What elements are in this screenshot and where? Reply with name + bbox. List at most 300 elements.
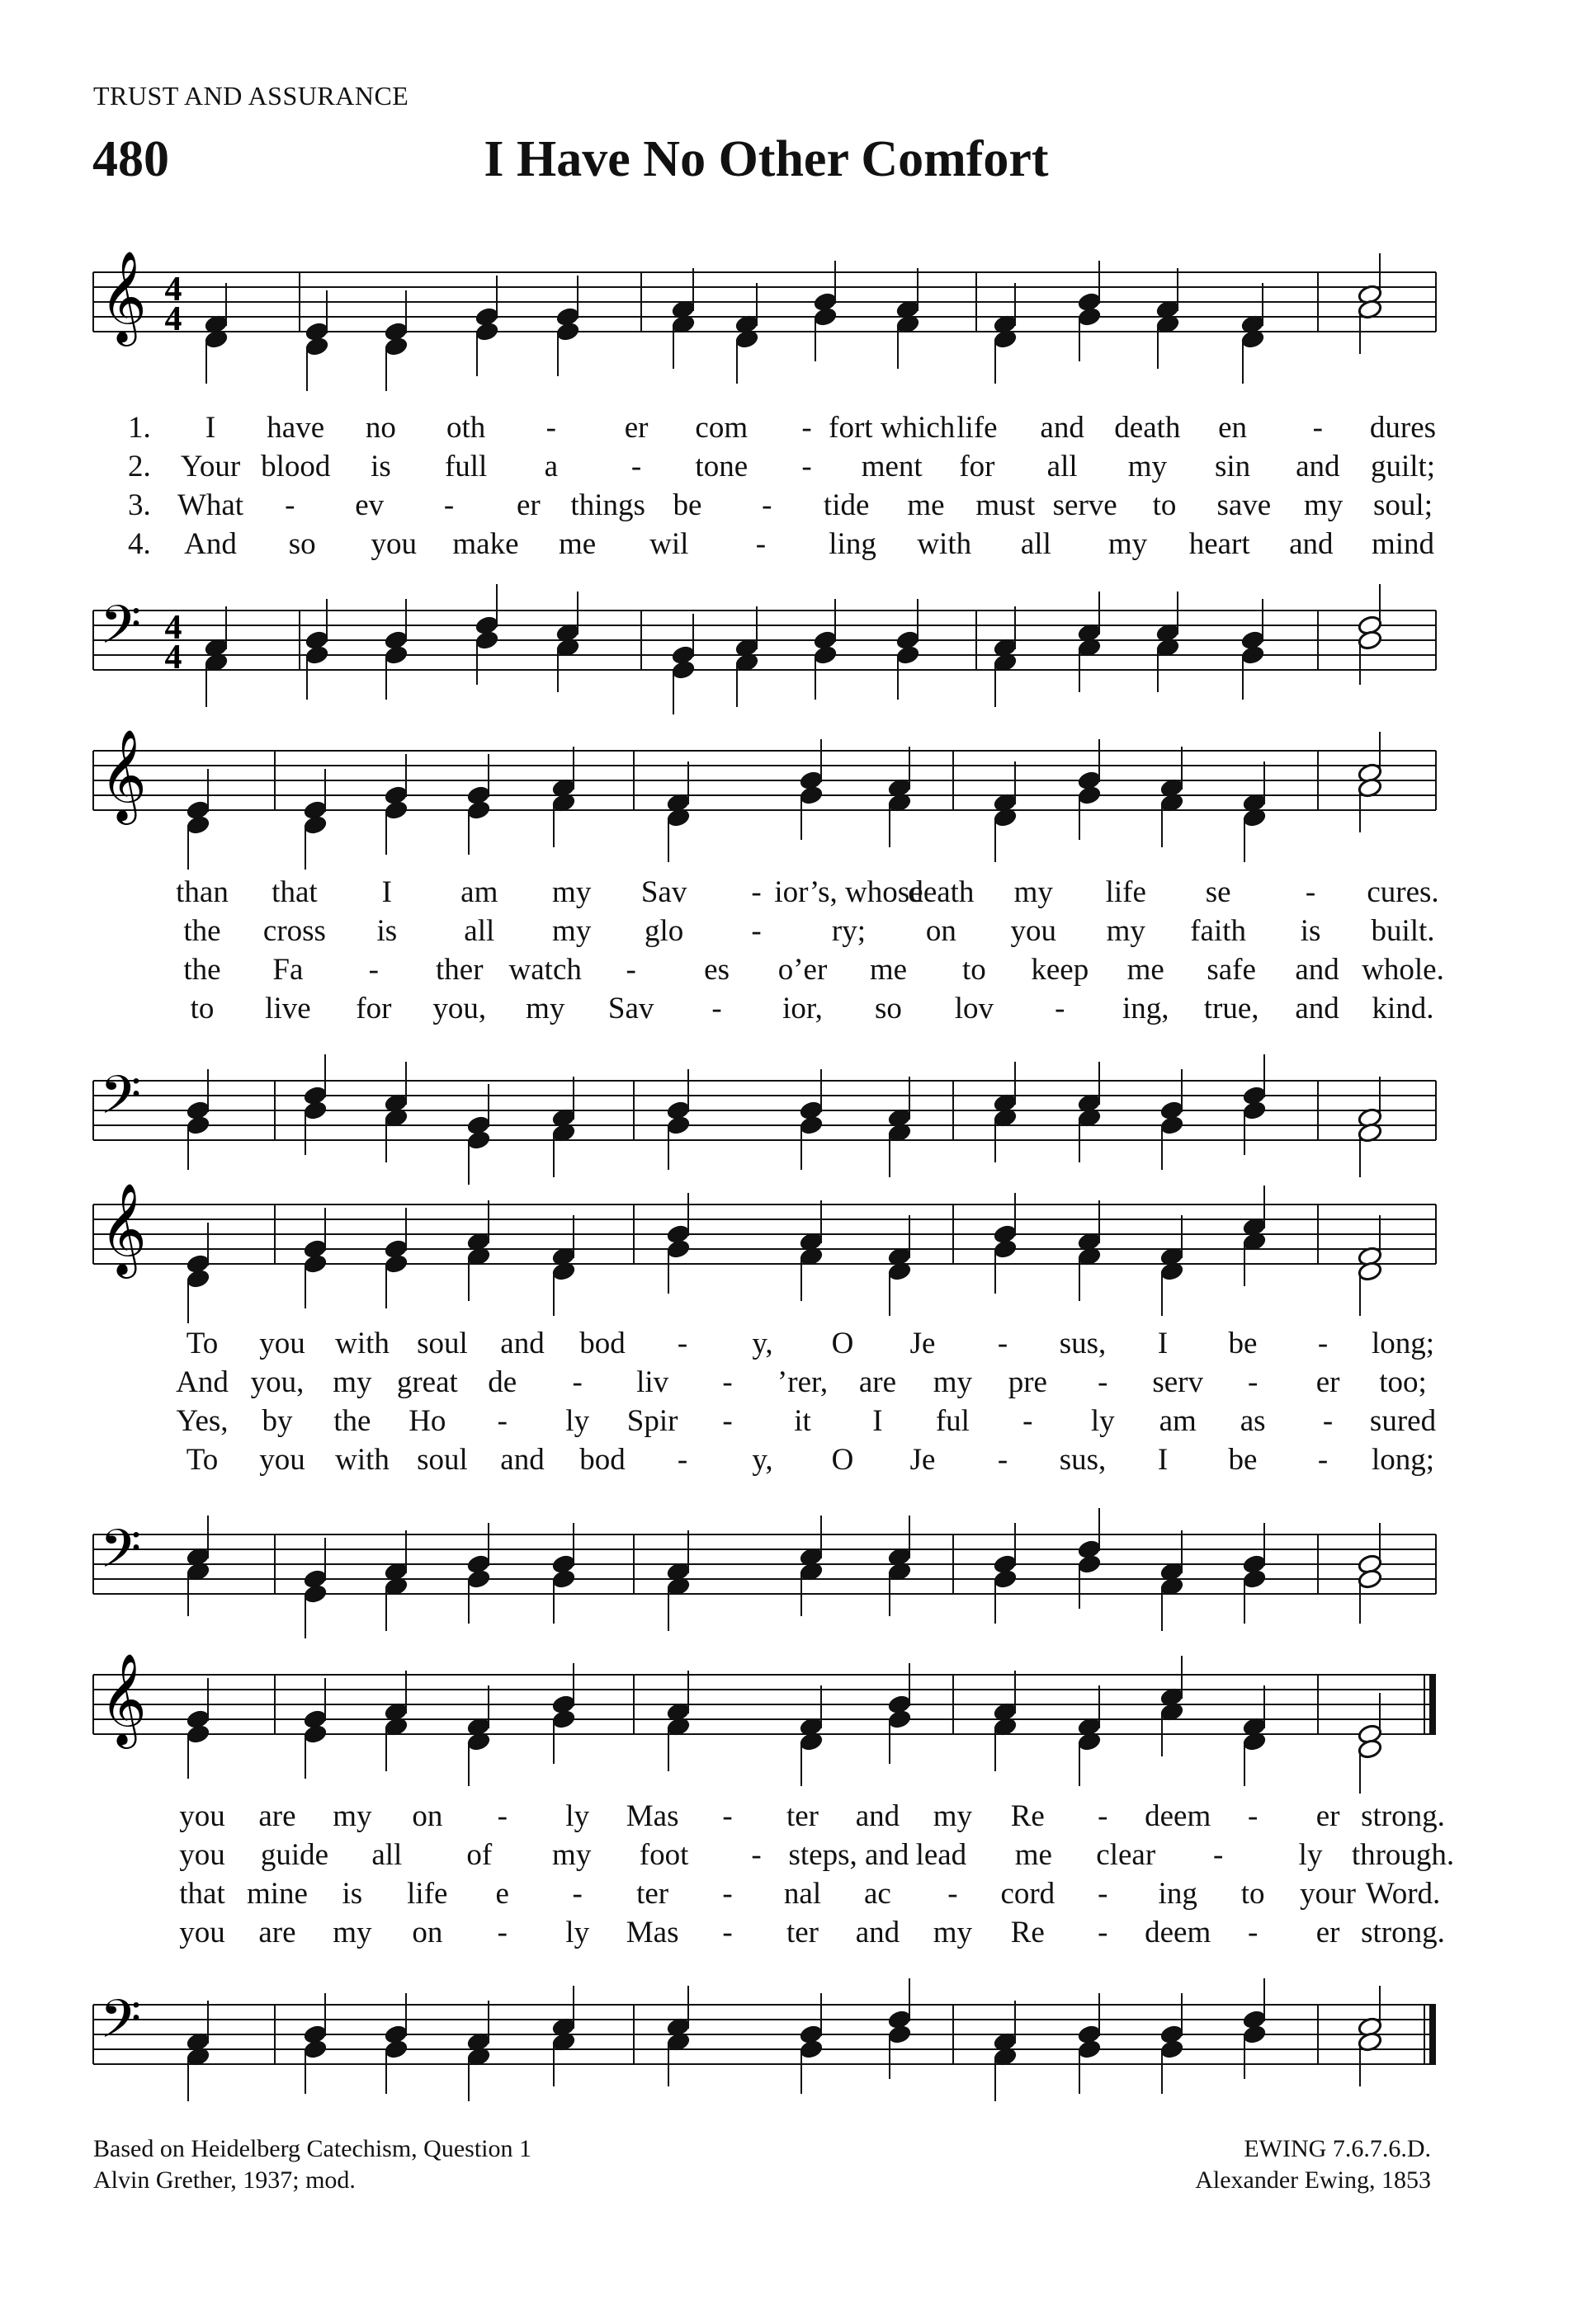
- bass-notehead: [1242, 2024, 1268, 2045]
- lyric-syllable: ior’s, whose: [774, 875, 923, 909]
- lyric-syllable: ior,: [782, 992, 823, 1025]
- lyric-syllable: on: [925, 914, 956, 948]
- lyric-syllable: all: [1046, 450, 1078, 483]
- treble-clef-icon: 𝄞: [100, 1652, 147, 1745]
- lyric-syllable: clear: [1096, 1838, 1156, 1872]
- lyric-syllable: -: [1305, 875, 1316, 909]
- lyric-syllable: is: [376, 914, 398, 948]
- bass-notehead: [1358, 1568, 1383, 1590]
- lyric-syllable: true,: [1203, 992, 1259, 1025]
- lyric-syllable: all: [464, 914, 495, 948]
- lyric-syllable: ing: [1158, 1877, 1197, 1911]
- lyric-syllable: 4.: [128, 527, 151, 561]
- lyric-syllable: -: [722, 1799, 733, 1833]
- lyric-syllable: am: [1159, 1404, 1197, 1438]
- lyric-syllable: Spir: [626, 1404, 678, 1438]
- lyric-syllable: Ho: [408, 1404, 446, 1438]
- treble-notehead: [303, 814, 328, 836]
- lyric-syllable: keep: [1031, 953, 1089, 987]
- treble-notehead: [1358, 1738, 1383, 1760]
- lyric-syllable: strong.: [1361, 1799, 1445, 1833]
- bass-clef-icon: 𝄢: [100, 595, 142, 669]
- treble-notehead: [186, 814, 211, 836]
- lyric-syllable: my: [552, 875, 592, 909]
- lyric-syllable: ly: [1298, 1838, 1323, 1872]
- time-signature-top: 4: [164, 609, 182, 647]
- lyric-syllable: lead: [915, 1838, 967, 1872]
- lyric-syllable: ment: [861, 450, 923, 483]
- lyric-syllable: all: [371, 1838, 403, 1872]
- lyric-syllable: -: [1098, 1877, 1108, 1911]
- lyric-syllable: my: [1304, 488, 1344, 522]
- lyric-syllable: soul: [417, 1327, 468, 1360]
- lyric-syllable: er: [1315, 1799, 1340, 1833]
- lyric-syllable: is: [342, 1877, 363, 1911]
- lyric-syllable: ’rer,: [777, 1365, 829, 1399]
- lyric-syllable: are: [258, 1916, 296, 1949]
- lyric-syllable: Je: [909, 1443, 936, 1477]
- lyric-syllable: my: [1127, 450, 1167, 483]
- treble-notehead: [813, 306, 838, 328]
- lyric-syllable: e: [495, 1877, 509, 1911]
- lyric-syllable: ter: [786, 1799, 819, 1833]
- lyric-syllable: with: [917, 527, 972, 561]
- lyric-syllable: -: [1312, 411, 1323, 445]
- lyric-syllable: I: [1157, 1327, 1169, 1360]
- lyric-syllable: Sav: [607, 992, 654, 1025]
- hymn-number: 480: [92, 131, 169, 187]
- lyric-syllable: -: [1022, 1404, 1033, 1438]
- lyric-syllable: and: [1295, 992, 1339, 1025]
- lyric-syllable: for: [959, 450, 995, 483]
- lyric-syllable: com: [695, 411, 748, 445]
- bass-notehead: [1240, 644, 1266, 666]
- lyric-syllable: tide: [823, 488, 870, 522]
- lyric-syllable: To: [186, 1327, 219, 1360]
- lyric-syllable: by: [262, 1404, 293, 1438]
- lyric-syllable: nal: [783, 1877, 822, 1911]
- lyric-syllable: to: [1152, 488, 1177, 522]
- lyric-syllable: safe: [1207, 953, 1256, 987]
- lyric-syllable: -: [801, 450, 812, 483]
- lyric-syllable: -: [1317, 1327, 1329, 1360]
- treble-notehead: [384, 1253, 409, 1275]
- bass-notehead: [895, 644, 921, 666]
- treble-notehead: [1077, 306, 1103, 328]
- lyric-syllable: er: [624, 411, 649, 445]
- treble-notehead: [551, 1709, 577, 1730]
- lyric-syllable: heart: [1188, 527, 1250, 561]
- lyric-syllable: liv: [636, 1365, 669, 1399]
- bass-notehead: [799, 1115, 824, 1136]
- lyric-syllable: -: [677, 1327, 688, 1360]
- lyric-syllable: And: [176, 1365, 229, 1399]
- lyric-syllable: you: [259, 1443, 305, 1477]
- lyric-syllable: -: [947, 1877, 958, 1911]
- treble-notehead: [799, 785, 824, 806]
- lyric-syllable: er: [516, 488, 541, 522]
- lyric-syllable: pre: [1008, 1365, 1047, 1399]
- lyric-syllable: and: [1289, 527, 1334, 561]
- lyric-syllable: -: [572, 1365, 583, 1399]
- tune-name: EWING 7.6.7.6.D.: [1244, 2135, 1431, 2162]
- lyric-syllable: watch: [508, 953, 582, 987]
- lyric-syllable: sured: [1369, 1404, 1437, 1438]
- lyric-syllable: bod: [579, 1327, 626, 1360]
- lyric-syllable: -: [1247, 1365, 1259, 1399]
- lyric-syllable: guide: [260, 1838, 329, 1872]
- lyric-syllable: and: [855, 1916, 900, 1949]
- lyric-syllable: Mas: [626, 1916, 679, 1949]
- lyric-syllable: foot: [639, 1838, 689, 1872]
- bass-notehead: [671, 659, 697, 681]
- lyric-syllable: serv: [1152, 1365, 1204, 1399]
- lyric-syllable: me: [559, 527, 597, 561]
- lyric-syllable: my: [933, 1365, 973, 1399]
- lyric-syllable: my: [333, 1916, 372, 1949]
- lyric-syllable: steps, and: [788, 1838, 909, 1872]
- lyric-syllable: is: [371, 450, 391, 483]
- lyric-syllable: me: [1014, 1838, 1052, 1872]
- lyric-syllable: er: [1315, 1365, 1340, 1399]
- lyric-syllable: and: [1295, 953, 1339, 987]
- lyric-syllable: the: [183, 953, 221, 987]
- lyric-syllable: than: [176, 875, 229, 909]
- text-source: Based on Heidelberg Catechism, Question 1: [93, 2135, 532, 2162]
- lyric-syllable: life: [1105, 875, 1146, 909]
- lyric-syllable: and: [855, 1799, 900, 1833]
- treble-clef-icon: 𝄞: [100, 1182, 147, 1275]
- lyric-syllable: Re: [1010, 1916, 1045, 1949]
- lyric-syllable: I: [381, 875, 393, 909]
- lyric-syllable: and: [500, 1443, 545, 1477]
- lyric-syllable: of: [466, 1838, 493, 1872]
- lyric-syllable: -: [751, 914, 762, 948]
- lyric-syllable: long;: [1371, 1327, 1435, 1360]
- treble-notehead: [1077, 785, 1103, 806]
- treble-clef-icon: 𝄞: [100, 250, 147, 342]
- lyric-syllable: -: [997, 1327, 1008, 1360]
- lyric-syllable: mine: [246, 1877, 308, 1911]
- lyric-syllable: -: [626, 953, 636, 987]
- lyric-syllable: be: [1228, 1443, 1258, 1477]
- lyric-syllable: be: [1228, 1327, 1258, 1360]
- lyric-syllable: Sav: [640, 875, 687, 909]
- lyric-syllable: And: [184, 527, 237, 561]
- lyric-syllable: -: [1098, 1916, 1108, 1949]
- lyric-syllable: you: [259, 1327, 305, 1360]
- lyric-syllable: ly: [565, 1799, 590, 1833]
- treble-notehead: [466, 799, 492, 821]
- lyric-syllable: too;: [1379, 1365, 1427, 1399]
- lyric-syllable: ter: [786, 1916, 819, 1949]
- lyric-syllable: it: [794, 1404, 811, 1438]
- lyric-syllable: you: [371, 527, 418, 561]
- lyric-syllable: my: [333, 1799, 372, 1833]
- lyric-syllable: Fa: [272, 953, 304, 987]
- lyric-syllable: ac: [864, 1877, 891, 1911]
- bass-notehead: [305, 644, 330, 666]
- lyric-syllable: -: [497, 1404, 508, 1438]
- treble-notehead: [303, 1253, 328, 1275]
- lyric-syllable: long;: [1371, 1443, 1435, 1477]
- hymn-title: I Have No Other Comfort: [484, 131, 1049, 187]
- lyric-syllable: Yes,: [176, 1404, 229, 1438]
- lyric-syllable: ev: [355, 488, 385, 522]
- lyric-syllable: -: [1098, 1799, 1108, 1833]
- bass-notehead: [799, 2039, 824, 2060]
- bass-notehead: [186, 1115, 211, 1136]
- lyric-syllable: life: [956, 411, 998, 445]
- lyric-syllable: so: [288, 527, 316, 561]
- bass-notehead: [813, 644, 838, 666]
- lyric-syllable: O: [831, 1443, 854, 1477]
- lyric-syllable: ther: [436, 953, 484, 987]
- lyric-syllable: -: [1322, 1404, 1334, 1438]
- treble-notehead: [555, 321, 581, 342]
- lyric-syllable: glo: [644, 914, 684, 948]
- lyric-syllable: my: [933, 1799, 973, 1833]
- lyric-syllable: me: [907, 488, 945, 522]
- lyric-syllable: -: [722, 1916, 733, 1949]
- lyric-syllable: -: [1247, 1916, 1259, 1949]
- bass-notehead: [993, 1568, 1018, 1590]
- lyric-syllable: ter: [636, 1877, 669, 1911]
- treble-clef-icon: 𝄞: [100, 728, 147, 821]
- lyric-syllable: -: [801, 411, 812, 445]
- lyric-syllable: -: [1055, 992, 1065, 1025]
- lyric-syllable: mind: [1371, 527, 1435, 561]
- lyric-syllable: 3.: [128, 488, 151, 522]
- bass-notehead: [303, 1100, 328, 1121]
- lyric-syllable: -: [1098, 1365, 1108, 1399]
- lyric-syllable: blood: [261, 450, 331, 483]
- lyric-syllable: serve: [1052, 488, 1117, 522]
- bass-clef-icon: 𝄢: [100, 1065, 142, 1139]
- lyric-syllable: guilt;: [1370, 450, 1436, 483]
- treble-notehead: [186, 1723, 211, 1745]
- lyric-syllable: on: [412, 1799, 443, 1833]
- lyric-syllable: with: [335, 1443, 390, 1477]
- bass-notehead: [466, 1129, 492, 1151]
- lyric-syllable: 1.: [128, 411, 151, 445]
- bass-notehead: [666, 1115, 692, 1136]
- lyric-syllable: all: [1020, 527, 1051, 561]
- treble-notehead: [305, 336, 330, 357]
- time-signature-bottom: 4: [164, 300, 182, 338]
- lyric-syllable: -: [722, 1365, 733, 1399]
- lyric-syllable: you: [179, 1799, 225, 1833]
- lyric-syllable: a: [544, 450, 559, 483]
- lyric-syllable: -: [285, 488, 295, 522]
- bass-notehead: [1242, 1100, 1268, 1121]
- lyric-syllable: ing,: [1122, 992, 1169, 1025]
- bass-notehead: [303, 2039, 328, 2060]
- lyric-syllable: my: [933, 1916, 973, 1949]
- text-author: Alvin Grether, 1937; mod.: [93, 2166, 356, 2194]
- lyric-syllable: death: [1114, 411, 1181, 445]
- lyric-syllable: live: [265, 992, 311, 1025]
- lyric-syllable: o’er: [777, 953, 828, 987]
- treble-notehead: [303, 1723, 328, 1745]
- lyric-syllable: must: [975, 488, 1036, 522]
- lyric-syllable: fort which: [829, 411, 956, 445]
- lyric-syllable: -: [497, 1799, 508, 1833]
- time-signature-top: 4: [164, 271, 182, 309]
- lyric-syllable: with: [335, 1327, 390, 1360]
- treble-notehead: [384, 336, 409, 357]
- lyric-syllable: so: [874, 992, 902, 1025]
- lyric-syllable: -: [762, 488, 772, 522]
- lyric-syllable: ful: [935, 1404, 970, 1438]
- lyric-syllable: ly: [565, 1916, 590, 1949]
- lyric-syllable: -: [755, 527, 767, 561]
- lyric-syllable: you,: [250, 1365, 305, 1399]
- lyric-syllable: built.: [1371, 914, 1435, 948]
- lyric-syllable: life: [407, 1877, 448, 1911]
- lyric-syllable: -: [1247, 1799, 1259, 1833]
- lyric-syllable: to: [1240, 1877, 1265, 1911]
- lyric-syllable: Mas: [626, 1799, 679, 1833]
- lyric-syllable: make: [452, 527, 519, 561]
- lyric-syllable: my: [1106, 914, 1145, 948]
- lyric-syllable: you: [179, 1838, 225, 1872]
- bass-clef-icon: 𝄢: [100, 1989, 142, 2063]
- lyric-syllable: full: [444, 450, 488, 483]
- category-heading: TRUST AND ASSURANCE: [93, 81, 409, 111]
- lyric-syllable: I: [872, 1404, 883, 1438]
- lyric-syllable: deem: [1145, 1916, 1211, 1949]
- lyric-syllable: and: [1040, 411, 1084, 445]
- lyric-syllable: my: [552, 1838, 592, 1872]
- lyric-syllable: and: [1296, 450, 1340, 483]
- lyric-syllable: deem: [1145, 1799, 1211, 1833]
- lyric-syllable: for: [356, 992, 392, 1025]
- time-signature-bottom: 4: [164, 639, 182, 676]
- lyric-syllable: O: [831, 1327, 854, 1360]
- bass-notehead: [1159, 2039, 1185, 2060]
- bass-notehead: [1358, 629, 1383, 651]
- lyric-syllable: great: [396, 1365, 458, 1399]
- lyric-syllable: 2.: [128, 450, 151, 483]
- treble-notehead: [186, 1268, 211, 1289]
- lyric-syllable: Je: [909, 1327, 936, 1360]
- lyric-syllable: -: [497, 1916, 508, 1949]
- lyric-syllable: What: [177, 488, 244, 522]
- bass-clef-icon: 𝄢: [100, 1519, 142, 1593]
- treble-notehead: [475, 321, 500, 342]
- lyric-syllable: se: [1205, 875, 1231, 909]
- lyric-syllable: my: [526, 992, 565, 1025]
- lyric-syllable: soul;: [1373, 488, 1433, 522]
- lyric-syllable: my: [1013, 875, 1053, 909]
- final-barline-thick: [1429, 2005, 1436, 2064]
- lyric-syllable: kind.: [1372, 992, 1434, 1025]
- lyric-syllable: is: [1300, 914, 1321, 948]
- bass-notehead: [303, 1583, 328, 1605]
- final-barline-thick: [1429, 1675, 1436, 1734]
- lyric-syllable: you,: [432, 992, 487, 1025]
- treble-notehead: [666, 1238, 692, 1260]
- lyric-syllable: the: [333, 1404, 371, 1438]
- lyric-syllable: -: [711, 992, 722, 1025]
- lyric-syllable: soul: [417, 1443, 468, 1477]
- lyric-syllable: save: [1216, 488, 1272, 522]
- lyric-syllable: through.: [1351, 1838, 1455, 1872]
- lyric-syllable: me: [869, 953, 908, 987]
- lyric-syllable: ly: [565, 1404, 590, 1438]
- lyric-syllable: that: [179, 1877, 225, 1911]
- lyric-syllable: -: [722, 1877, 733, 1911]
- lyric-syllable: are: [258, 1799, 296, 1833]
- lyric-syllable: cross: [262, 914, 326, 948]
- lyric-syllable: -: [722, 1404, 733, 1438]
- lyric-syllable: things: [570, 488, 645, 522]
- lyric-syllable: de: [488, 1365, 517, 1399]
- lyric-syllable: bod: [579, 1443, 626, 1477]
- lyric-syllable: To: [186, 1443, 219, 1477]
- lyric-syllable: -: [751, 1838, 762, 1872]
- lyric-syllable: my: [1107, 527, 1148, 561]
- lyric-syllable: are: [858, 1365, 897, 1399]
- lyric-syllable: cord: [1000, 1877, 1055, 1911]
- lyric-syllable: -: [443, 488, 455, 522]
- bass-notehead: [384, 2039, 409, 2060]
- lyric-syllable: wil: [649, 527, 689, 561]
- tune-composer: Alexander Ewing, 1853: [1195, 2166, 1431, 2194]
- bass-notehead: [1159, 1115, 1185, 1136]
- lyric-syllable: I: [205, 411, 216, 445]
- lyric-syllable: -: [545, 411, 557, 445]
- lyric-syllable: lov: [954, 992, 994, 1025]
- bass-notehead: [887, 2024, 913, 2045]
- treble-notehead: [887, 1709, 913, 1730]
- footer-tune-credits: [1195, 2133, 1431, 2196]
- lyric-syllable: sin: [1214, 450, 1251, 483]
- lyric-syllable: en: [1218, 411, 1248, 445]
- lyric-syllable: Your: [180, 450, 241, 483]
- lyric-syllable: ly: [1090, 1404, 1115, 1438]
- lyric-syllable: -: [751, 875, 762, 909]
- lyric-syllable: faith: [1190, 914, 1247, 948]
- lyric-syllable: to: [190, 992, 215, 1025]
- footer-text-credits: [93, 2133, 531, 2196]
- bass-notehead: [466, 1568, 492, 1590]
- lyric-syllable: ry;: [831, 914, 867, 948]
- lyric-syllable: ling: [829, 527, 876, 561]
- bass-notehead: [475, 629, 500, 651]
- lyric-syllable: -: [572, 1877, 583, 1911]
- lyric-syllable: Re: [1010, 1799, 1045, 1833]
- lyric-syllable: to: [961, 953, 986, 987]
- bass-notehead: [1077, 1553, 1103, 1575]
- lyric-syllable: my: [552, 914, 592, 948]
- lyric-syllable: sus,: [1059, 1443, 1107, 1477]
- lyric-syllable: -: [677, 1443, 688, 1477]
- lyric-syllable: cures.: [1367, 875, 1439, 909]
- lyric-syllable: on: [412, 1916, 443, 1949]
- lyric-syllable: es: [704, 953, 730, 987]
- lyric-syllable: whole.: [1362, 953, 1444, 987]
- lyric-syllable: dures: [1369, 411, 1437, 445]
- lyric-syllable: you: [179, 1916, 225, 1949]
- lyric-syllable: the: [183, 914, 221, 948]
- treble-notehead: [993, 1238, 1018, 1260]
- lyric-syllable: -: [368, 953, 380, 987]
- lyric-syllable: am: [460, 875, 498, 909]
- bass-notehead: [384, 644, 409, 666]
- lyric-syllable: my: [333, 1365, 372, 1399]
